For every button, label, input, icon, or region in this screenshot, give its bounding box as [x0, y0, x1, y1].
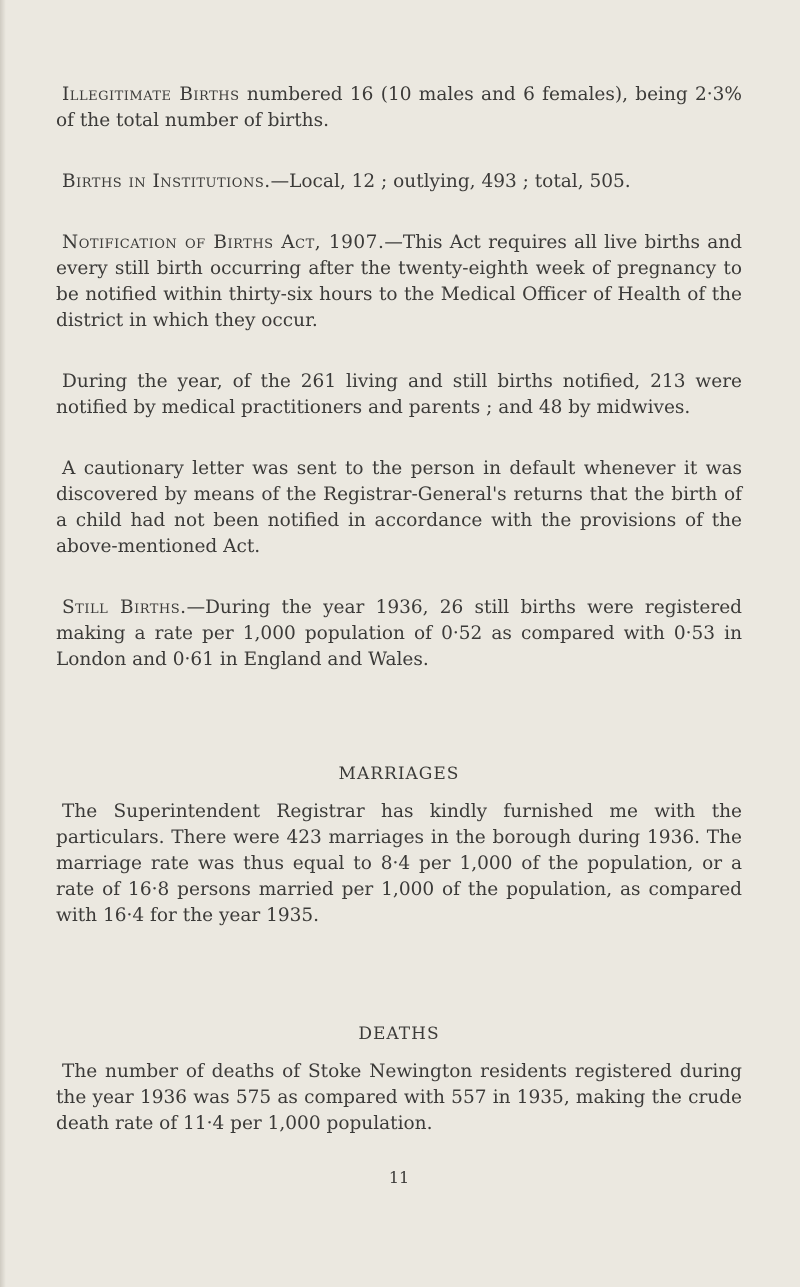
- lead-notification-act: Notification of Births Act, 1907.: [62, 232, 385, 253]
- text-notification-act: —This Act requires all live births and every still birth occurring after the twenty-eighth week of pregnancy to be notified within thirty-six hours to the Medical Officer of Health of the district in which they occur.: [56, 232, 742, 331]
- text-illegitimate-births: numbered 16 (10 males and 6 females), being 2·3% of the total number of births.: [56, 84, 742, 131]
- lead-still-births: Still Births.: [62, 597, 187, 618]
- heading-marriages: MARRIAGES: [338, 764, 460, 784]
- heading-deaths: DEATHS: [358, 1024, 440, 1044]
- paragraph-deaths: The number of deaths of Stoke Newington residents registered during the year 1936 was 575 as compared with 557 in 1935, making the crude death rate of 11·4 per 1,000 population.: [56, 1061, 742, 1134]
- text-still-births: —During the year 1936, 26 still births were registered making a rate per 1,000 population of 0·52 as compared with 0·53 in London and 0·61 in England and Wales.: [56, 597, 742, 670]
- page-number: 11: [388, 1168, 410, 1187]
- lead-illegitimate-births: Illegitimate Births: [62, 84, 240, 105]
- section-spacer: [56, 929, 742, 1021]
- page-content: [56, 82, 742, 1191]
- paragraph-notification-act: [56, 230, 742, 334]
- text-births-in-institutions: —Local, 12 ; outlying, 493 ; total, 505.: [270, 171, 631, 192]
- section-spacer: [56, 673, 742, 761]
- lead-births-in-institutions: Births in Institutions.: [62, 171, 271, 192]
- page-edge-shadow: [0, 0, 6, 1287]
- paragraph-cautionary-letter: A cautionary letter was sent to the person in default whenever it was discovered by means of the Registrar-General's returns that the birth of a child had not been notified in accordance with the provisions of the above-mentioned Act.: [56, 458, 742, 557]
- paragraph-births-in-institutions: [56, 169, 742, 195]
- paragraph-during-year: During the year, of the 261 living and still births notified, 213 were notified by medical practitioners and parents ; and 48 by midwives.: [56, 371, 742, 418]
- paragraph-marriages: The Superintendent Registrar has kindly furnished me with the particulars. There were 423 marriages in the borough during 1936. The marriage rate was thus equal to 8·4 per 1,000 of the population, or a rate of 16·8 persons married per 1,000 of the population, as compared with 16·4 for the year 1935.: [56, 801, 742, 926]
- paragraph-illegitimate-births: [56, 82, 742, 134]
- paragraph-still-births: [56, 595, 742, 673]
